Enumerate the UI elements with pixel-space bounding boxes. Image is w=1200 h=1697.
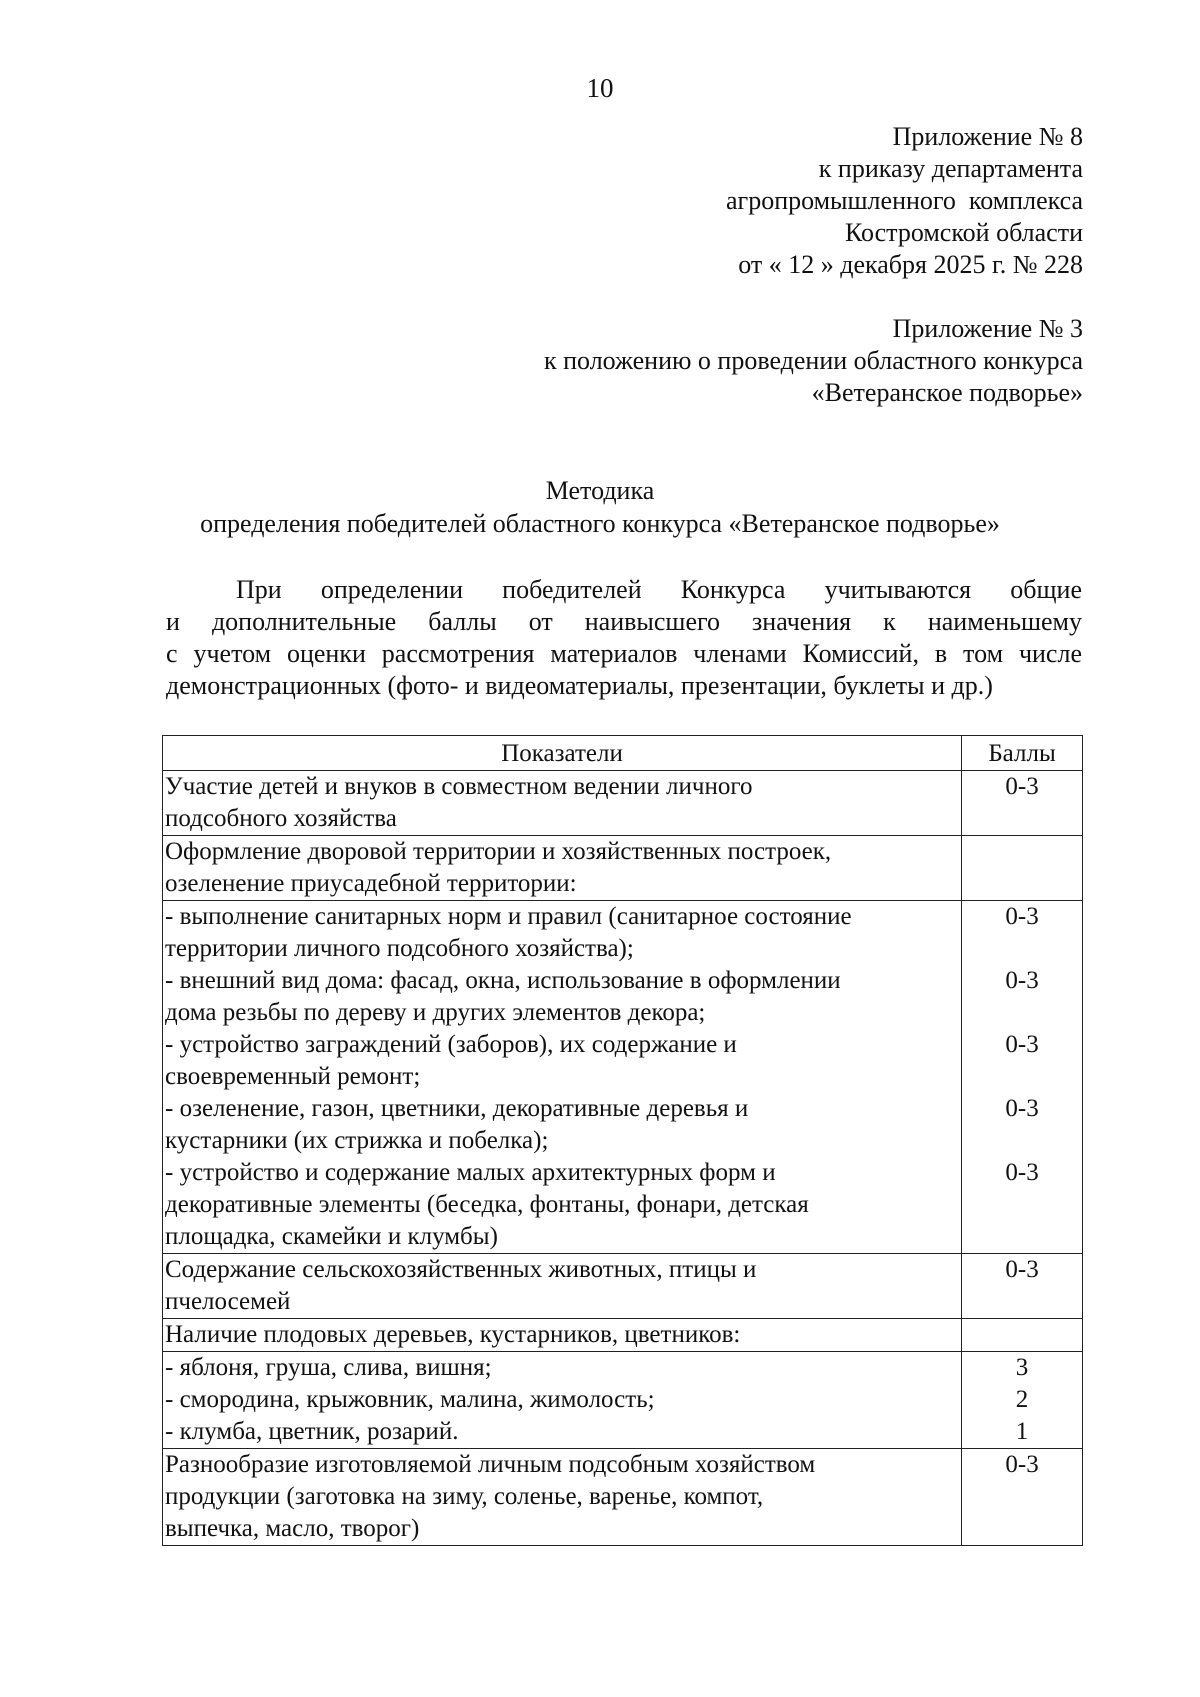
annex-3-line: к положению о проведении областного конкурса [543, 346, 1083, 375]
sub-item-line: - клумба, цветник, розарий. [165, 1418, 459, 1445]
annex-8-line: Костромской области [844, 218, 1083, 247]
table-row [163, 771, 1083, 836]
criteria-table [162, 735, 1083, 1546]
indicator-cell [163, 771, 962, 836]
sub-item-line: - устройство и содержание малых архитектурных форм и [165, 1159, 776, 1186]
sub-item-points: 0-3 [1005, 1031, 1039, 1058]
header-points: Баллы [962, 736, 1083, 771]
title-line-2: определения победителей областного конкурса «Ветеранское подворье» [200, 509, 1000, 538]
document-title [0, 474, 1200, 540]
points-cell [962, 901, 1083, 1254]
sub-item-line: - смородина, крыжовник, малина, жимолость; [165, 1386, 655, 1413]
intro-paragraph [166, 574, 1082, 702]
table-row [163, 1352, 1083, 1449]
title-line-1: Методика [545, 476, 655, 505]
annex-8-line: от « 12 » декабря 2025 г. № 228 [738, 250, 1083, 279]
sub-item-line: дома резьбы по дереву и других элементов декора; [165, 999, 706, 1026]
page-number: 10 [586, 73, 614, 103]
indicator-line: пчелосемей [165, 1288, 291, 1315]
sub-item-line: территории личного подсобного хозяйства); [165, 935, 634, 962]
header-indicators: Показатели [163, 736, 962, 771]
indicator-cell [163, 1352, 962, 1449]
indicator-line: подсобного хозяйства [165, 805, 397, 832]
sub-item-line: - устройство заграждений (заборов), их содержание и [165, 1031, 737, 1058]
table-header-row [163, 736, 1083, 771]
sub-item-line: площадка, скамейки и клумбы) [165, 1223, 498, 1250]
indicator-cell [163, 1319, 962, 1352]
points-cell [962, 1352, 1083, 1449]
indicator-line: выпечка, масло, творог) [165, 1515, 420, 1542]
annex-8-line: агропромышленного комплекса [725, 186, 1083, 215]
sub-item-points: 1 [1015, 1418, 1029, 1445]
indicator-line: Оформление дворовой территории и хозяйственных построек, [165, 838, 832, 865]
sub-item-points: 0-3 [1005, 1095, 1039, 1122]
sub-item-line: декоративные элементы (беседка, фонтаны, фонари, детская [165, 1191, 809, 1218]
sub-item-points: 3 [1015, 1354, 1029, 1381]
indicator-line: продукции (заготовка на зиму, соленье, варенье, компот, [165, 1483, 764, 1510]
indicator-cell [163, 901, 962, 1254]
sub-item-points: 2 [1015, 1386, 1029, 1413]
table-row [163, 901, 1083, 1254]
indicator-line: Разнообразие изготовляемой личным подсобным хозяйством [165, 1451, 816, 1478]
points-cell: 0-3 [962, 1254, 1083, 1319]
points-cell [962, 836, 1083, 901]
annex-8-line: Приложение № 8 [892, 122, 1083, 151]
sub-item-line: кустарники (их стрижка и побелка); [165, 1127, 549, 1154]
points-cell [962, 1319, 1083, 1352]
indicator-line: Наличие плодовых деревьев, кустарников, цветников: [165, 1321, 741, 1348]
table-row [163, 1254, 1083, 1319]
intro-line: и дополнительные баллы от наивысшего значения к наименьшему [166, 607, 1082, 636]
sub-item-line: своевременный ремонт; [165, 1063, 421, 1090]
sub-item-points: 0-3 [1005, 1159, 1039, 1186]
annex-8-header [726, 121, 1083, 281]
indicator-line: озеленение приусадебной территории: [165, 870, 577, 897]
annex-3-line: Приложение № 3 [892, 314, 1083, 343]
sub-item-points: 0-3 [1005, 967, 1039, 994]
annex-3-line: «Ветеранское подворье» [811, 378, 1083, 407]
sub-item-line: - внешний вид дома: фасад, окна, использование в оформлении [165, 967, 841, 994]
indicator-cell [163, 1449, 962, 1546]
indicator-line: Участие детей и внуков в совместном ведении личного [165, 773, 753, 800]
table-row [163, 1449, 1083, 1546]
annex-3-header [544, 313, 1083, 409]
sub-item-points: 0-3 [1005, 903, 1039, 930]
table-row [163, 836, 1083, 901]
indicator-cell [163, 836, 962, 901]
intro-line: с учетом оценки рассмотрения материалов членами Комиссий, в том числе [166, 639, 1082, 668]
sub-item-line: - выполнение санитарных норм и правил (санитарное состояние [165, 903, 852, 930]
intro-line: При определении победителей Конкурса учитываются общие [236, 575, 1082, 604]
table-row [163, 1319, 1083, 1352]
indicator-cell [163, 1254, 962, 1319]
sub-item-line: - яблоня, груша, слива, вишня; [165, 1354, 492, 1381]
points-cell: 0-3 [962, 771, 1083, 836]
indicator-line: Содержание сельскохозяйственных животных, птицы и [165, 1256, 757, 1283]
points-cell: 0-3 [962, 1449, 1083, 1546]
annex-8-line: к приказу департамента [818, 154, 1083, 183]
intro-line: демонстрационных (фото- и видеоматериалы, презентации, буклеты и др.) [166, 671, 993, 700]
sub-item-line: - озеленение, газон, цветники, декоративные деревья и [165, 1095, 749, 1122]
